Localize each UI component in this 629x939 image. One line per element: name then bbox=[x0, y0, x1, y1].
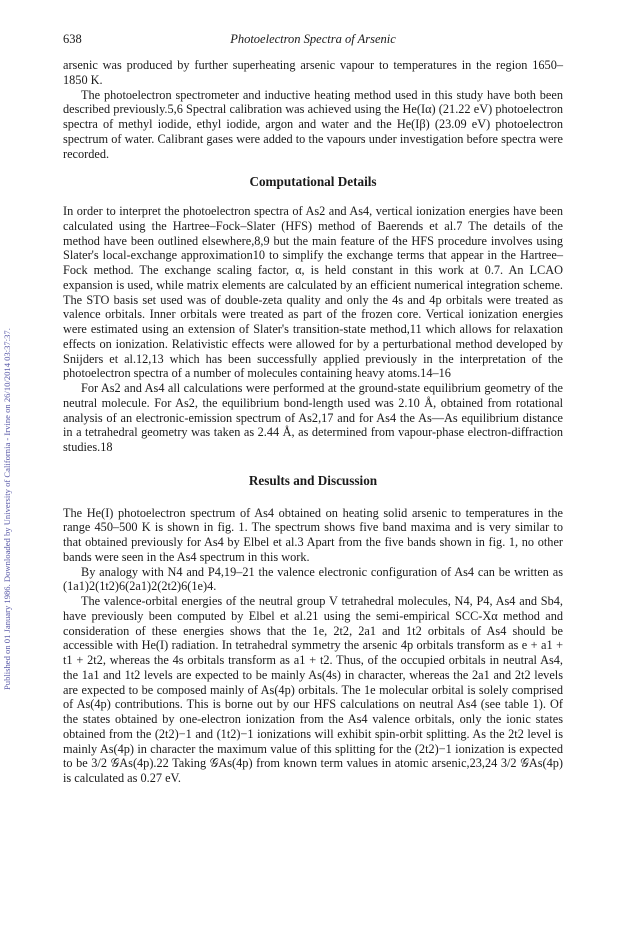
results-paragraph-2: By analogy with N4 and P4,19–21 the valence electronic configuration of As4 can be written as (1a1)2(1t2)6(2a1)2(2t2)6(1e)4. bbox=[63, 564, 563, 594]
section-heading-results: Results and Discussion bbox=[248, 472, 378, 488]
computational-paragraph-1: In order to interpret the photoelectron spectra of As2 and As4, vertical ionization energies have been calculated using the Hartree–Fock–Slater (HFS) method of Baerends et al.7 The details of the method have been outlined elsewhere,8,9 but the main feature of the HFS procedure involves using Slater's local-exchange approximation10 to simplify the exchange terms that appear in the Hartree–Fock method. The exchange scaling factor, α, is held constant in this work at 0.7. An LCAO expansion is used, while matrix elements are calculated by an efficient numerical integration scheme. The STO basis set used was of double-zeta quality and only the 4s and 4p orbitals were treated as valence orbitals. Inner orbitals were treated as part of the frozen core. Vertical ionization energies were estimated using an extension of Slater's transition-state method,11 which allows for relaxation effects on ionization. Relativistic effects were allowed for by a perturbational method developed by Snijders et al.12,13 which has been successfully applied previously in the interpretation of the photoelectron spectra of a number of molecules containing heavy atoms.14–16 bbox=[63, 204, 563, 381]
download-watermark-text: Published on 01 January 1986. Downloaded by University of California - Irvine on 26/10/2014 03:37:37. bbox=[2, 328, 12, 690]
intro-paragraph-1: arsenic was produced by further superheating arsenic vapour to temperatures in the region 1650–1850 K. bbox=[63, 58, 563, 87]
article-body bbox=[63, 58, 563, 786]
results-paragraph-3: The valence-orbital energies of the neutral group V tetrahedral molecules, N4, P4, As4 and Sb4, have previously been computed by Elbel et al.21 using the semi-empirical SCC-Xα method and consideration of these energies shows that the 1e, 2t2, 2a1 and 1t2 orbitals of As4 should be accessible with He(I) radiation. In tetrahedral symmetry the arsenic 4p orbitals transform as e + a1 + t1 + 2t2, whereas the 4s orbitals transform as a1 + t2. Thus, of the occupied orbitals in neutral As4, the 1a1 and 1t2 levels are expected to be mainly As(4s) in character, whereas the 2a1 and 2t2 levels are expected to be composed mainly of As(4p) orbitals. The 1e molecular orbital is solely comprised of As(4p) contributions. This is borne out by our HFS calculations on neutral As4 (see table 1). Of the states obtained by one-electron ionization from the As4 valence orbitals, only the ionic states obtained from the (2t2)−1 and (1t2)−1 ionizations will exhibit spin-orbit splitting. As the 2t2 level is mainly As(4p) in character the maximum value of this splitting for the (2t2)−1 ionization is expected to be 3/2 𝒢As(4p).22 Taking 𝒢As(4p) from known term values in atomic arsenic,23,24 3/2 𝒢As(4p) is calculated as 0.27 eV. bbox=[63, 594, 563, 785]
results-paragraph-1: The He(I) photoelectron spectrum of As4 obtained on heating solid arsenic to temperatures in the range 450–500 K is shown in fig. 1. The spectrum shows five band maxima and is very similar to that obtained previously for As4 by Elbel et al.3 Apart from the five bands shown in fig. 1, no other bands were seen in the As4 spectrum in this work. bbox=[63, 505, 563, 564]
download-watermark bbox=[2, 130, 16, 690]
intro-paragraph-2: The photoelectron spectrometer and inductive heating method used in this study have both been described previously.5,6 Spectral calibration was achieved using the He(Iα) (21.22 eV) photoelectron spectra of methyl iodide, ethyl iodide, argon and water and the He(Iβ) (23.09 eV) photoelectron spectrum of water. Calibrant gases were added to the vapours under investigation before spectra were recorded. bbox=[63, 87, 563, 161]
running-title: Photoelectron Spectra of Arsenic bbox=[230, 32, 396, 46]
page-header bbox=[63, 32, 563, 48]
section-heading-computational: Computational Details bbox=[249, 174, 377, 190]
page-number: 638 bbox=[63, 32, 82, 46]
computational-paragraph-2: For As2 and As4 all calculations were performed at the ground-state equilibrium geometry of the neutral molecule. For As2, the equilibrium bond-length used was 2.10 Å, obtained from rotational analysis of an electronic-emission spectrum of As2,17 and for As4 the As—As equilibrium distance in a tetrahedral geometry was taken as 2.44 Å, as determined from vapour-phase electron-diffraction studies.18 bbox=[63, 381, 563, 454]
